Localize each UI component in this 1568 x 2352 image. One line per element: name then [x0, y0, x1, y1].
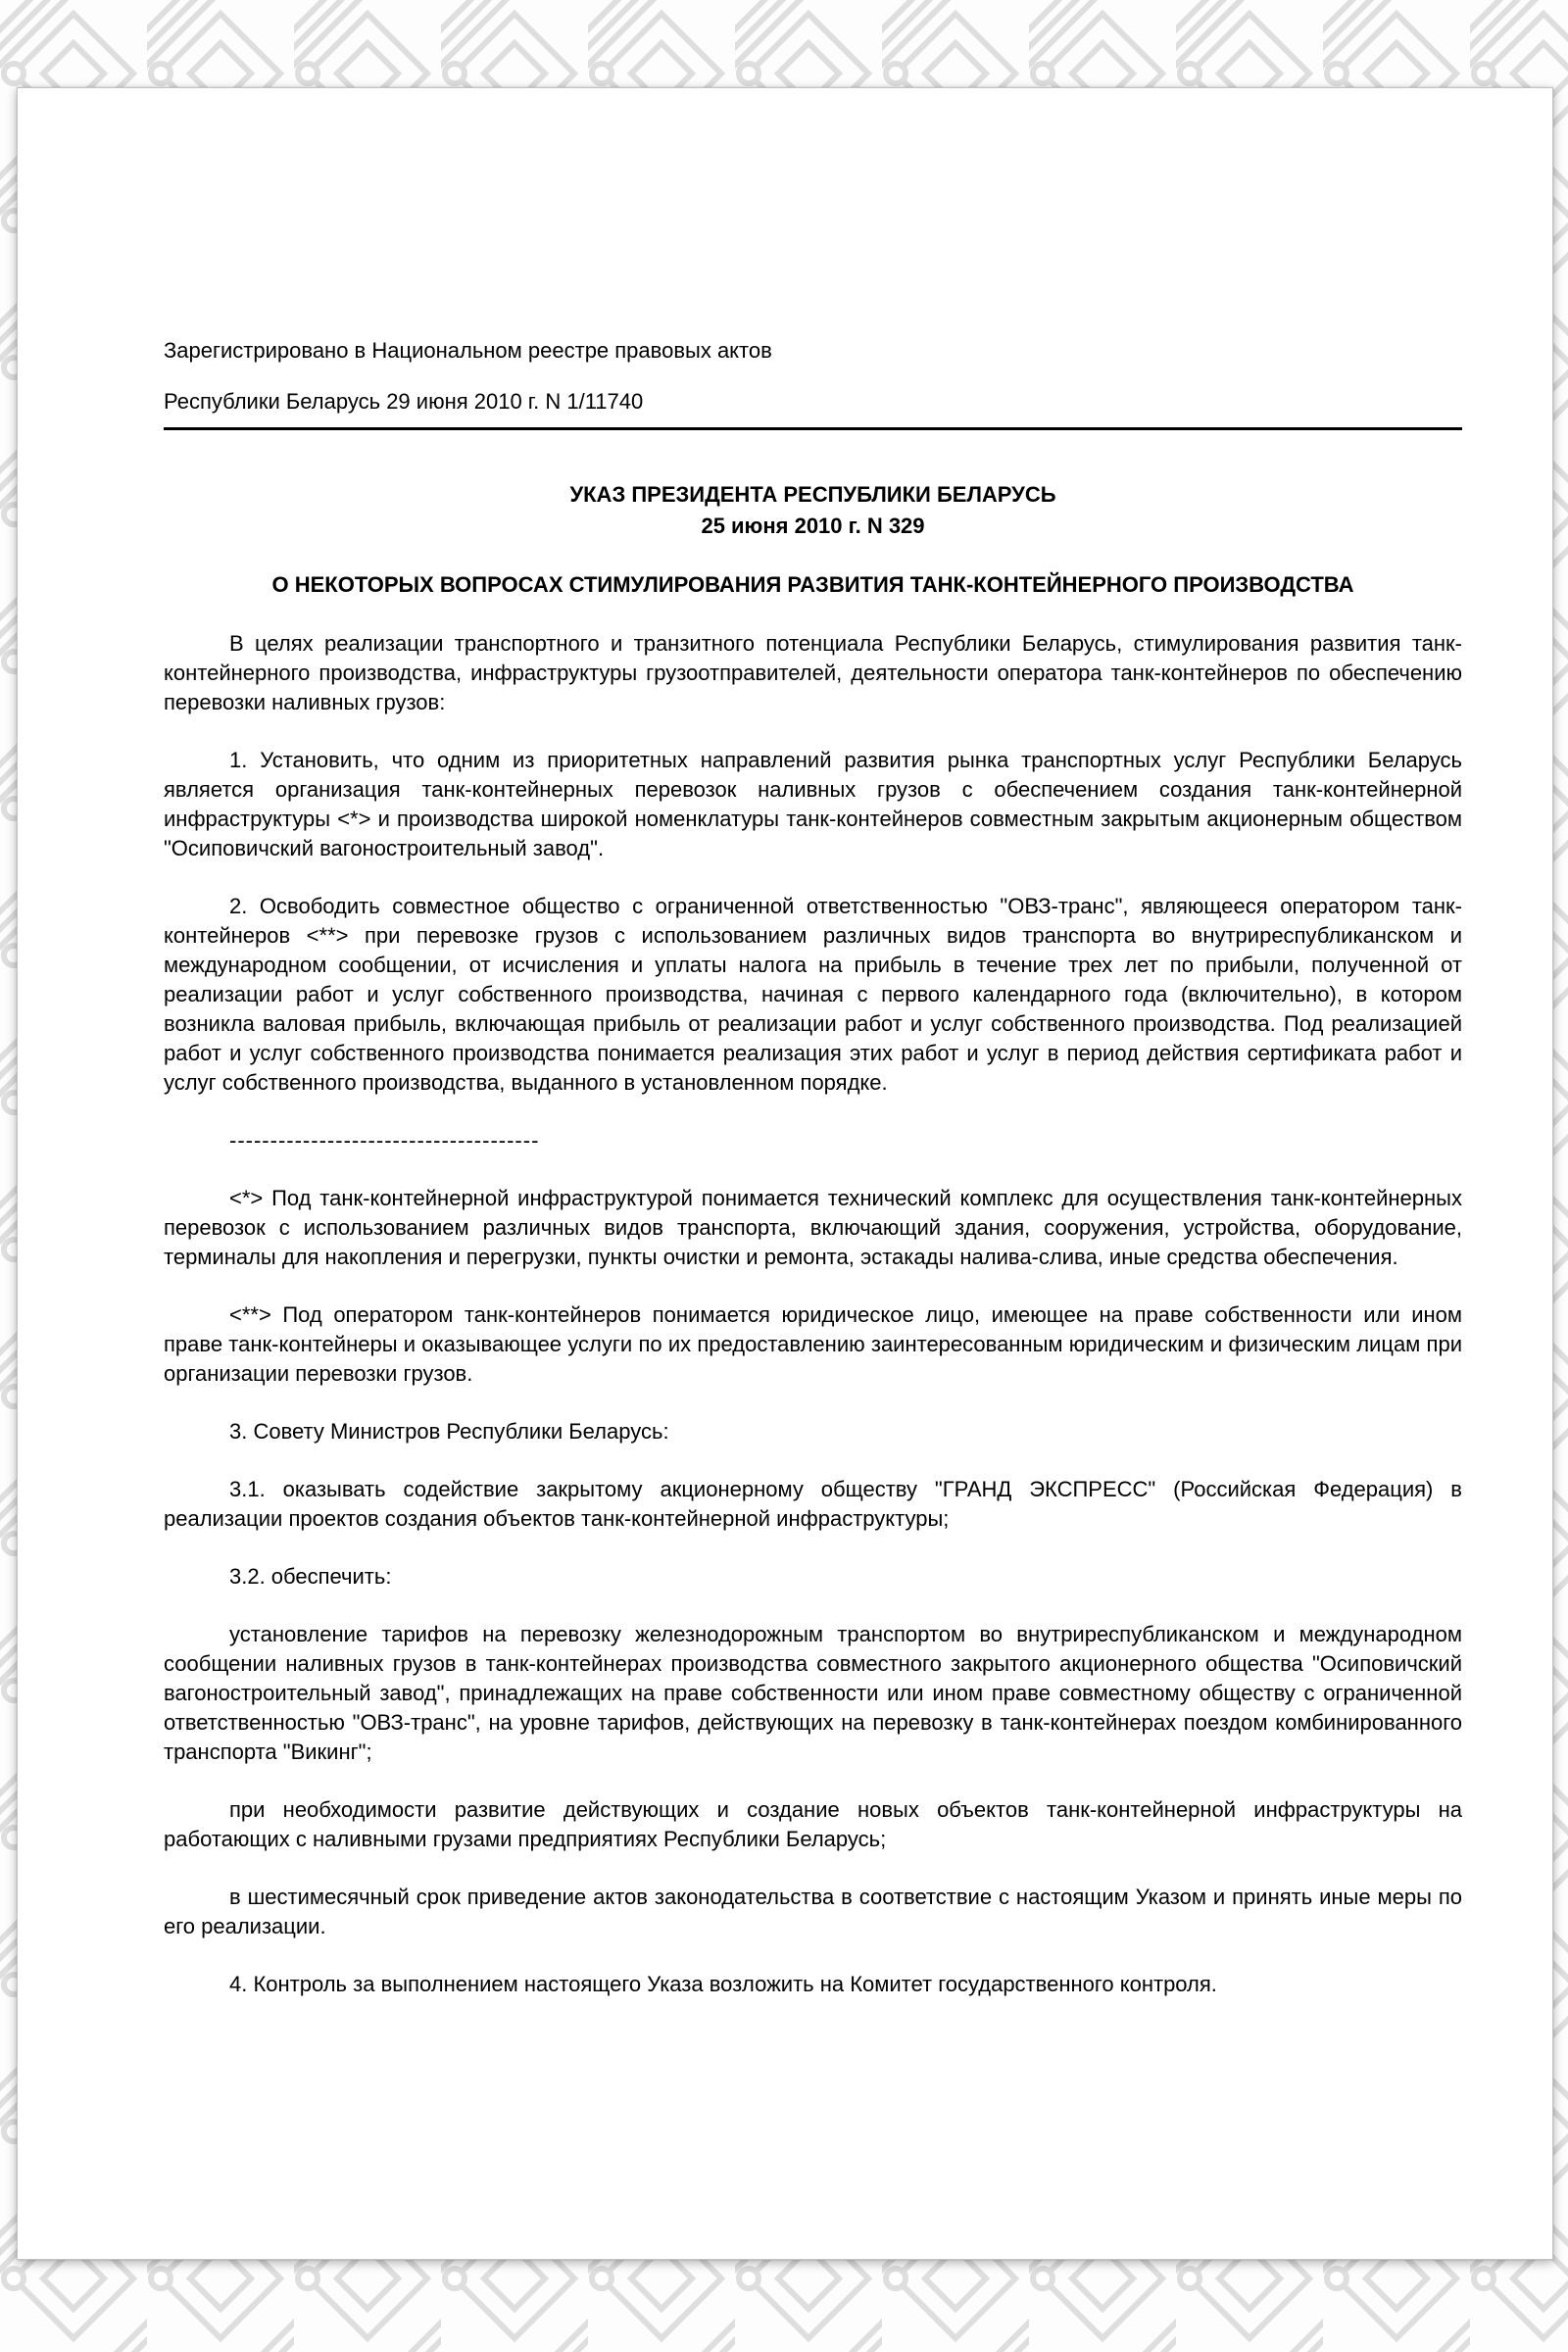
- point-4-paragraph: 4. Контроль за выполнением настоящего Указа возложить на Комитет государственного контроля.: [229, 1972, 1217, 1996]
- infrastructure-paragraph: при необходимости развитие действующих и создание новых объектов танк-контейнерной инфраструктуры на работающих с наливными грузами предприятиях Республики Беларусь;: [164, 1797, 1462, 1851]
- point-3-1-paragraph: 3.1. оказывать содействие закрытому акционерному обществу "ГРАНД ЭКСПРЕСС" (Российская Федерация) в реализации проектов создания объектов танк-контейнерной инфраструктуры;: [164, 1477, 1462, 1531]
- decree-date-number: 25 июня 2010 г. N 329: [701, 514, 925, 538]
- point-3-paragraph: 3. Совету Министров Республики Беларусь:: [229, 1419, 669, 1444]
- decree-body: [164, 629, 1462, 1999]
- tariffs-paragraph: установление тарифов на перевозку железнодорожным транспортом во внутриреспубликанском и международном сообщении наливных грузов в танк-контейнерах производства совместного закрытого акционерного общества "Осиповичский вагоностроительный завод", принадлежащих на праве собственности или ином праве совместному обществу с ограниченной ответственностью "ОВЗ-транс", на уровне тарифов, действующих на перевозку в танк-контейнерах поездом комбинированного транспорта "Викинг";: [164, 1622, 1462, 1764]
- decree-title-block: [164, 479, 1462, 542]
- point-3-2-paragraph: 3.2. обеспечить:: [229, 1564, 392, 1589]
- registration-line-1: Зарегистрировано в Национальном реестре правовых актов: [164, 338, 772, 363]
- document-content: [18, 88, 1552, 2259]
- preamble-paragraph: В целях реализации транспортного и транзитного потенциала Республики Беларусь, стимулирования развития танк-контейнерного производства, инфраструктуры грузоотправителей, деятельности оператора танк-контейнеров по обеспечению перевозки наливных грузов:: [164, 631, 1462, 714]
- registration-line-2: Республики Беларусь 29 июня 2010 г. N 1/11740: [164, 389, 644, 414]
- legislation-paragraph: в шестимесячный срок приведение актов законодательства в соответствие с настоящим Указом и принять иные меры по его реализации.: [164, 1885, 1462, 1938]
- footnote-separator: --------------------------------------: [229, 1128, 540, 1152]
- document-page: [17, 87, 1553, 2260]
- footnote-1-paragraph: <*> Под танк-контейнерной инфраструктурой понимается технический комплекс для осуществления танк-контейнерных перевозок с использованием различных видов транспорта, включающий здания, сооружения, устройства, оборудование, терминалы для накопления и перегрузки, пункты очистки и ремонта, эстакады налива-слива, иные средства обеспечения.: [164, 1186, 1462, 1269]
- point-2-paragraph: 2. Освободить совместное общество с ограниченной ответственностью "ОВЗ-транс", являющееся оператором танк-контейнеров <**> при перевозке грузов с использованием различных видов транспорта во внутриреспубликанском и международном сообщении, от исчисления и уплаты налога на прибыль в течение трех лет по прибыли, полученной от реализации работ и услуг собственного производства, начиная с первого календарного года (включительно), в котором возникла валовая прибыль, включающая прибыль от реализации работ и услуг собственного производства. Под реализацией работ и услуг собственного производства понимается реализация этих работ и услуг в период действия сертификата работ и услуг собственного производства, выданного в установленном порядке.: [164, 894, 1462, 1095]
- registration-divider: [164, 427, 1462, 430]
- footnote-2-paragraph: <**> Под оператором танк-контейнеров понимается юридическое лицо, имеющее на праве собственности или ином праве танк-контейнеры и оказывающее услуги по их предоставлению заинтересованным юридическим и физическим лицам при организации перевозки грузов.: [164, 1302, 1462, 1386]
- decree-subject-heading: О НЕКОТОРЫХ ВОПРОСАХ СТИМУЛИРОВАНИЯ РАЗВИТИЯ ТАНК-КОНТЕЙНЕРНОГО ПРОИЗВОДСТВА: [271, 572, 1354, 597]
- decree-title: УКАЗ ПРЕЗИДЕНТА РЕСПУБЛИКИ БЕЛАРУСЬ: [569, 482, 1056, 507]
- point-1-paragraph: 1. Установить, что одним из приоритетных направлений развития рынка транспортных услуг Республики Беларусь является организация танк-контейнерных перевозок наливных грузов с обеспечением создания танк-контейнерной инфраструктуры <*> и производства широкой номенклатуры танк-контейнеров совместным закрытым акционерным обществом "Осиповичский вагоностроительный завод".: [164, 748, 1462, 860]
